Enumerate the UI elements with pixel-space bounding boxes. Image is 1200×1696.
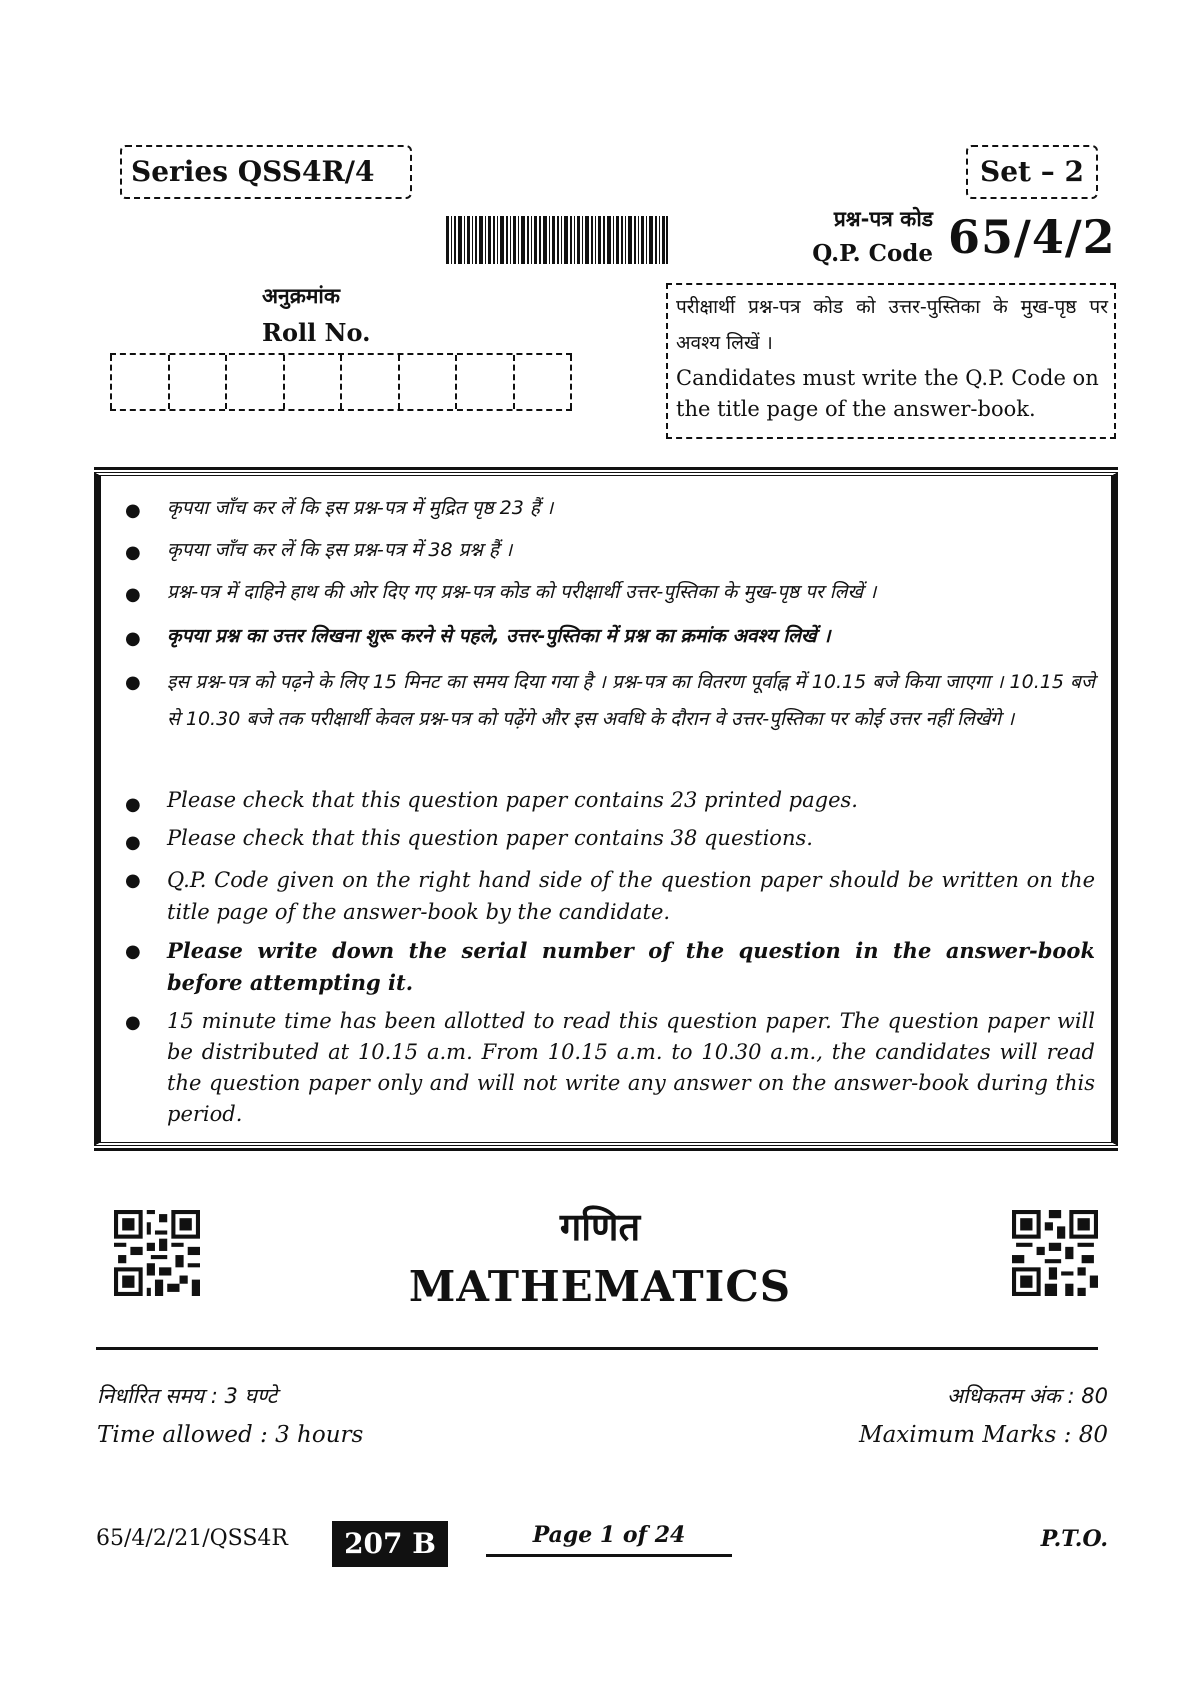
instruction-hindi-pages: कृपया जाँच कर लें कि इस प्रश्न-पत्र में मुद्रित पृष्ठ 23 हैं ।: [167, 497, 554, 519]
bullet-icon: ●: [125, 584, 141, 605]
subject-title-hindi: गणित: [559, 1205, 641, 1249]
time-allowed: Time allowed : 3 hours: [97, 1422, 364, 1448]
footer-paper-code: 65/4/2/21/QSS4R: [96, 1526, 288, 1551]
max-marks: Maximum Marks : 80: [859, 1422, 1108, 1448]
roll-digit-box[interactable]: [168, 355, 226, 409]
instruction-qp-code: Q.P. Code given on the right hand side of the question paper should be written on the title page of the answer-book by the candidate.: [167, 868, 1095, 924]
footer-badge: 207 B: [332, 1521, 448, 1567]
max-marks-hindi: अधिकतम अंक : 80: [946, 1384, 1108, 1408]
candidate-note-english: Candidates must write the Q.P. Code on the title page of the answer-book.: [676, 366, 1099, 421]
qp-code-label: Q.P. Code: [812, 240, 933, 267]
bullet-icon: ●: [125, 941, 141, 962]
bullet-icon: ●: [125, 794, 141, 815]
barcode: [446, 216, 668, 264]
instruction-pages: Please check that this question paper contains 23 printed pages.: [167, 788, 858, 812]
roll-digit-box[interactable]: [225, 355, 283, 409]
instruction-hindi-qp-code: प्रश्न-पत्र में दाहिने हाथ की ओर दिए गए प्रश्न-पत्र कोड को परीक्षार्थी उत्तर-पुस्तिका के मुख-पृष्ठ पर लिखें ।: [167, 581, 877, 603]
qp-code-label-hindi: प्रश्न-पत्र कोड: [833, 207, 933, 231]
candidate-note-box: [666, 283, 1116, 439]
roll-digit-box[interactable]: [513, 355, 573, 409]
roll-digit-box[interactable]: [340, 355, 398, 409]
candidate-note-hindi: परीक्षार्थी प्रश्न-पत्र कोड को उत्तर-पुस्तिका के मुख-पृष्ठ पर अवश्य लिखें ।: [676, 296, 1108, 354]
qr-code-right: [1012, 1210, 1098, 1296]
roll-label: Roll No.: [262, 318, 371, 347]
time-allowed-hindi: निर्धारित समय : 3 घण्टे: [97, 1384, 278, 1408]
instruction-reading-time: 15 minute time has been allotted to read this question paper. The question paper will be distributed at 10.15 a.m. From 10.15 a.m. to 10.30 a.m., the candidates will read the question paper only and will not write any answer on the answer-book during this period.: [167, 1009, 1095, 1126]
roll-digit-box[interactable]: [398, 355, 456, 409]
set-label: Set – 2: [966, 145, 1098, 199]
bullet-icon: ●: [125, 832, 141, 853]
series-label: Series QSS4R/4: [120, 145, 412, 199]
bullet-icon: ●: [125, 542, 141, 563]
roll-number-boxes[interactable]: [110, 353, 572, 411]
qp-code-value: 65/4/2: [948, 210, 1116, 264]
bullet-icon: ●: [125, 870, 141, 891]
bullet-icon: ●: [125, 628, 141, 649]
instruction-serial-number: Please write down the serial number of the question in the answer-book before attempting it.: [167, 938, 1095, 995]
roll-digit-box[interactable]: [283, 355, 341, 409]
subject-title: MATHEMATICS: [408, 1262, 792, 1311]
bullet-icon: ●: [125, 1012, 141, 1033]
roll-digit-box[interactable]: [110, 355, 168, 409]
page-number: Page 1 of 24: [486, 1522, 732, 1557]
section-divider: [96, 1347, 1098, 1350]
roll-label-hindi: अनुक्रमांक: [262, 284, 340, 308]
pto-label: P.T.O.: [1040, 1526, 1108, 1552]
instruction-questions: Please check that this question paper contains 38 questions.: [167, 826, 813, 850]
bullet-icon: ●: [125, 672, 141, 693]
instruction-hindi-reading-time: इस प्रश्न-पत्र को पढ़ने के लिए 15 मिनट का समय दिया गया है । प्रश्न-पत्र का वितरण पूर्वाह्न में 10.15 बजे किया जाएगा । 10.15 बजे से 10.30 बजे तक परीक्षार्थी केवल प्रश्न-पत्र को पढ़ेंगे और इस अवधि के दौरान वे उत्तर-पुस्तिका पर कोई उत्तर नहीं लिखेंगे ।: [167, 671, 1095, 730]
bullet-icon: ●: [125, 500, 141, 521]
roll-digit-box[interactable]: [455, 355, 513, 409]
instruction-hindi-questions: कृपया जाँच कर लें कि इस प्रश्न-पत्र में 38 प्रश्न हैं ।: [167, 539, 513, 561]
instruction-hindi-serial: कृपया प्रश्न का उत्तर लिखना शुरू करने से पहले, उत्तर-पुस्तिका में प्रश्न का क्रमांक अवश्य लिखें ।: [167, 625, 831, 647]
